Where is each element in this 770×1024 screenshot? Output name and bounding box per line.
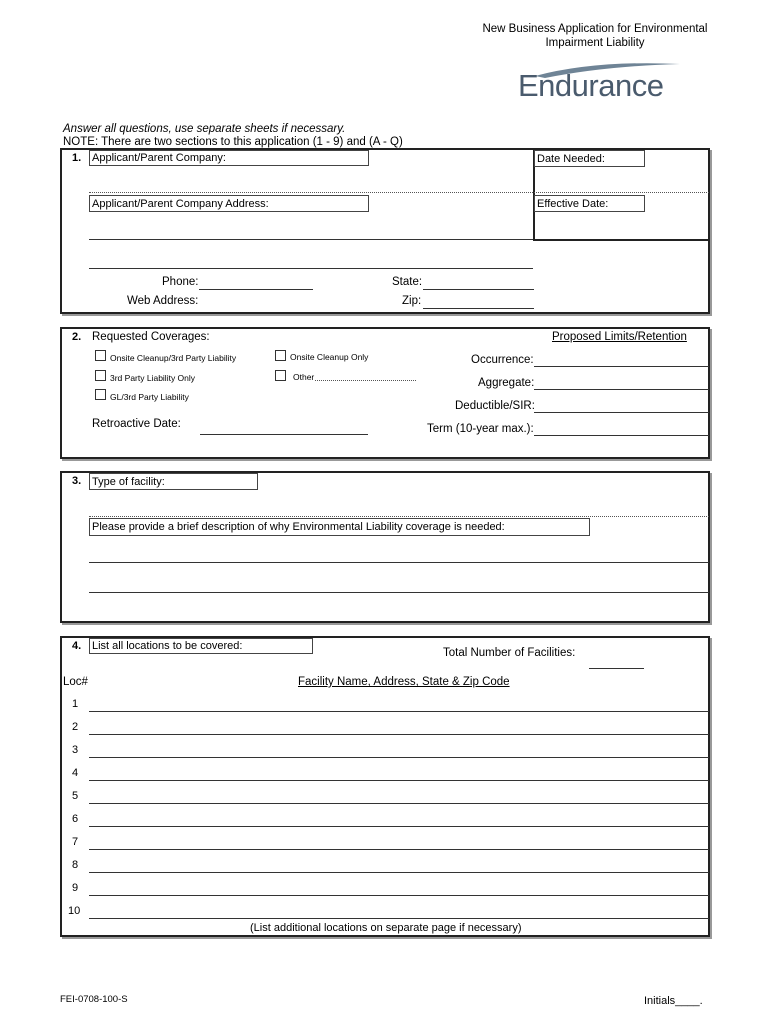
section-2-number: 2.	[72, 331, 82, 343]
location-number: 3	[72, 744, 79, 756]
facility-type-label: Type of facility:	[89, 473, 258, 490]
other-field[interactable]	[315, 380, 416, 381]
zip-field[interactable]	[423, 308, 534, 309]
web-label: Web Address:	[127, 295, 199, 307]
requested-coverages-label: Requested Coverages:	[92, 331, 210, 343]
state-label: State:	[392, 276, 423, 288]
option-onsite-3rd-party: Onsite Cleanup/3rd Party Liability	[110, 353, 237, 363]
occurrence-label: Occurrence:	[471, 354, 534, 366]
endurance-logo	[515, 58, 695, 103]
form-title-line1: New Business Application for Environmental	[482, 23, 708, 35]
term-field[interactable]	[534, 435, 709, 436]
divider-line	[89, 192, 709, 193]
location-number: 8	[72, 859, 79, 871]
loc-header: Loc#	[63, 676, 88, 688]
applicant-company-label: Applicant/Parent Company:	[89, 150, 369, 166]
divider-line-3	[89, 516, 709, 517]
location-number: 1	[72, 698, 79, 710]
description-line-2[interactable]	[89, 592, 709, 593]
option-onsite-only: Onsite Cleanup Only	[290, 352, 369, 362]
form-title-line2: Impairment Liability	[545, 37, 645, 49]
facility-header: Facility Name, Address, State & Zip Code	[298, 676, 510, 688]
option-other: Other	[293, 372, 315, 382]
option-gl-3rd-party: GL/3rd Party Liability	[110, 392, 189, 402]
total-facilities-field[interactable]	[589, 668, 644, 669]
zip-label: Zip:	[402, 295, 422, 307]
location-field[interactable]	[89, 826, 709, 827]
address-line-1[interactable]	[89, 239, 533, 240]
location-field[interactable]	[89, 734, 709, 735]
checkbox-other[interactable]	[275, 370, 286, 381]
occurrence-field[interactable]	[534, 366, 709, 367]
retroactive-date-label: Retroactive Date:	[92, 418, 181, 430]
location-field[interactable]	[89, 757, 709, 758]
term-label: Term (10-year max.):	[427, 423, 534, 435]
location-field[interactable]	[89, 803, 709, 804]
aggregate-field[interactable]	[534, 389, 709, 390]
form-code: FEI-0708-100-S	[60, 994, 128, 1005]
location-number: 5	[72, 790, 79, 802]
proposed-limits-label: Proposed Limits/Retention	[552, 331, 687, 343]
section-3-number: 3.	[72, 475, 82, 487]
location-field[interactable]	[89, 711, 709, 712]
effective-date-label: Effective Date:	[534, 195, 645, 212]
instruction-text: Answer all questions, use separate sheets if necessary.	[63, 123, 346, 135]
form-title	[470, 22, 720, 50]
location-field[interactable]	[89, 918, 709, 919]
aggregate-label: Aggregate:	[478, 377, 535, 389]
checkbox-onsite-3rd-party[interactable]	[95, 350, 106, 361]
checkbox-3rd-party-only[interactable]	[95, 370, 106, 381]
note-text: NOTE: There are two sections to this application (1 - 9) and (A - Q)	[63, 136, 403, 148]
address-label: Applicant/Parent Company Address:	[89, 195, 369, 212]
phone-field[interactable]	[199, 289, 313, 290]
total-facilities-label: Total Number of Facilities:	[443, 647, 576, 659]
initials-label: Initials____.	[644, 995, 703, 1007]
location-field[interactable]	[89, 780, 709, 781]
location-field[interactable]	[89, 849, 709, 850]
section-4-number: 4.	[72, 640, 82, 652]
phone-label: Phone:	[162, 276, 199, 288]
section-1-number: 1.	[72, 152, 82, 164]
location-field[interactable]	[89, 895, 709, 896]
section-3	[60, 471, 710, 623]
additional-locations-note: (List additional locations on separate page if necessary)	[250, 922, 522, 934]
checkbox-onsite-only[interactable]	[275, 350, 286, 361]
description-label: Please provide a brief description of why Environmental Liability coverage is needed:	[89, 518, 590, 536]
locations-label: List all locations to be covered:	[89, 638, 313, 654]
location-number: 4	[72, 767, 79, 779]
location-number: 6	[72, 813, 79, 825]
location-number: 9	[72, 882, 79, 894]
description-line-1[interactable]	[89, 562, 709, 563]
option-3rd-party-only: 3rd Party Liability Only	[110, 373, 196, 383]
deductible-field[interactable]	[534, 412, 709, 413]
address-line-2[interactable]	[89, 268, 533, 269]
location-number: 7	[72, 836, 79, 848]
checkbox-gl-3rd-party[interactable]	[95, 389, 106, 400]
retroactive-date-field[interactable]	[200, 434, 368, 435]
location-field[interactable]	[89, 872, 709, 873]
deductible-label: Deductible/SIR:	[455, 400, 535, 412]
location-number: 10	[68, 905, 81, 917]
state-field[interactable]	[423, 289, 534, 290]
date-needed-label: Date Needed:	[534, 150, 645, 167]
logo-text: Endurance	[518, 68, 664, 103]
location-number: 2	[72, 721, 79, 733]
